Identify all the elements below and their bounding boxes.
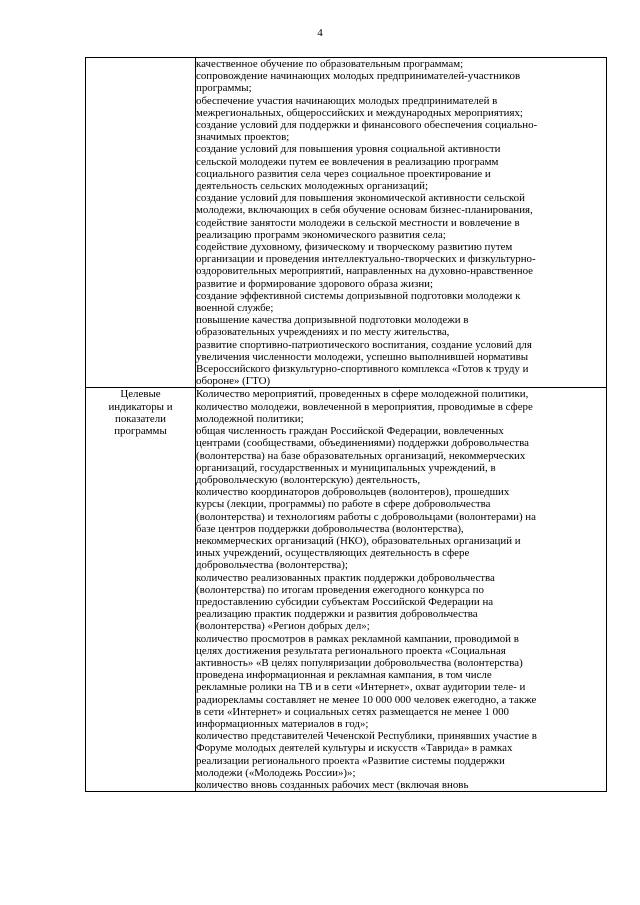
content-line: повышение качества допризывной подготовки молодежи в bbox=[196, 314, 469, 327]
content-line: создание условий для повышения экономической активности сельской bbox=[196, 192, 525, 205]
content-line: организаций, государственных и муниципальных учреждений, в bbox=[196, 461, 496, 474]
content-line: количество координаторов добровольцев (волонтеров), прошедших bbox=[196, 486, 510, 499]
content-line: организации и проведения интеллектуально-творческих и физкультурно- bbox=[196, 253, 536, 266]
content-line: создание условий для повышения уровня социальной активности bbox=[196, 143, 501, 156]
content-line: количество реализованных практик поддержки добровольчества bbox=[196, 571, 495, 584]
content-line: иных учреждений, осуществляющих деятельность в сфере bbox=[196, 547, 470, 560]
content-line: реализацию программ экономического развития села; bbox=[196, 228, 446, 241]
content-line: количество молодежи, вовлеченной в мероприятия, проводимые в сфере bbox=[196, 400, 533, 413]
content-line: сельской молодежи путем ее вовлечения в реализацию программ bbox=[196, 155, 499, 168]
content-line: социального развития села через социальное проектирование и bbox=[196, 167, 491, 180]
content-line: развитие спортивно-патриотического воспитания, создание условий для bbox=[196, 338, 532, 351]
content-line: программы; bbox=[196, 82, 252, 95]
content-line: молодежи («Молодежь России»)»; bbox=[196, 766, 356, 779]
row-content-cell bbox=[196, 388, 607, 792]
content-line: активность» «В целях популяризации добровольчества (волонтерства) bbox=[196, 656, 523, 669]
content-line: информационных материалов в год»; bbox=[196, 717, 369, 730]
content-line: количество представителей Чеченской Республики, принявших участие в bbox=[196, 730, 537, 743]
row-label-line: показатели bbox=[115, 412, 166, 425]
content-line: содействие духовному, физическому и творческому развитию путем bbox=[196, 241, 513, 254]
content-line: обороне» (ГТО) bbox=[196, 375, 271, 388]
content-line: развитие и формирование здорового образа жизни; bbox=[196, 277, 434, 290]
content-line: (волонтерства) «Регион добрых дел»; bbox=[196, 620, 370, 633]
row-label-cell bbox=[86, 388, 196, 792]
content-line: общая численность граждан Российской Федерации, вовлеченных bbox=[196, 425, 504, 438]
content-line: добровольческую (волонтерскую) деятельность, bbox=[196, 473, 421, 486]
content-line: молодежной политики; bbox=[196, 412, 304, 425]
content-line: количество просмотров в рамках рекламной кампании, проводимой в bbox=[196, 632, 519, 645]
table-row-target-indicators bbox=[86, 388, 607, 792]
content-line: увеличения численности молодежи, успешно выполнившей нормативы bbox=[196, 350, 529, 363]
row-content-cell bbox=[196, 58, 607, 388]
content-line: центрами (сообществами, объединениями) поддержки добровольчества bbox=[196, 437, 529, 450]
content-line: базе центров поддержки добровольчества (волонтерства), bbox=[196, 522, 464, 535]
content-line: обеспечение участия начинающих молодых предпринимателей в bbox=[196, 94, 498, 107]
row-label-line: Целевые bbox=[120, 388, 161, 401]
content-line: рекламные ролики на ТВ и в сети «Интернет», охват аудитории теле- и bbox=[196, 681, 526, 694]
content-line: деятельность сельских молодежных организаций; bbox=[196, 180, 428, 193]
content-line: качественное обучение по образовательным программам; bbox=[196, 58, 464, 70]
program-passport-table bbox=[85, 57, 607, 792]
content-line: военной службе; bbox=[196, 302, 274, 315]
content-line: Количество мероприятий, проведенных в сфере молодежной политики, bbox=[196, 388, 529, 401]
content-line: добровольчества (волонтерства); bbox=[196, 559, 348, 572]
content-line: образовательных учреждениях и по месту жительства, bbox=[196, 326, 450, 339]
content-line: молодежи, включающих в себя обучение основам бизнес-планирования, bbox=[196, 204, 533, 217]
content-line: (волонтерства) на базе образовательных организаций, некоммерческих bbox=[196, 449, 526, 462]
content-line: оздоровительных мероприятий, направленных на духовно-нравственное bbox=[196, 265, 533, 278]
page-number: 4 bbox=[317, 27, 323, 39]
content-line: предоставлению субсидии субъектам Российской Федерации на bbox=[196, 595, 494, 608]
content-line: (волонтерства) и технологиям работы с добровольцами (волонтерами) на bbox=[196, 510, 536, 523]
row-label-line: индикаторы и bbox=[108, 400, 173, 413]
content-line: создание условий для поддержки и финансового обеспечения социально- bbox=[196, 119, 538, 132]
content-line: некоммерческих организаций (НКО), образовательных организаций и bbox=[196, 534, 521, 547]
content-line: Форуме молодых деятелей культуры и искусств «Таврида» в рамках bbox=[196, 742, 513, 755]
row-label-line: программы bbox=[114, 425, 167, 438]
content-line: сопровождение начинающих молодых предпринимателей-участников bbox=[196, 70, 521, 83]
content-line: реализацию практик поддержки и развития добровольчества bbox=[196, 608, 478, 621]
content-line: межрегиональных, общероссийских и международных мероприятиях; bbox=[196, 106, 523, 119]
content-line: целях достижения результата регионального проекта «Социальная bbox=[196, 644, 506, 657]
content-line: содействие занятости молодежи в сельской местности и вовлечение в bbox=[196, 216, 520, 229]
row-label-cell bbox=[86, 58, 196, 388]
content-line: проведена информационная и рекламная кампания, в том числе bbox=[196, 669, 492, 682]
content-line: радиорекламы составляет не менее 10 000 000 человек ежегодно, а также bbox=[196, 693, 537, 706]
content-line: создание эффективной системы допризывной подготовки молодежи к bbox=[196, 289, 521, 302]
content-line: в сети «Интернет» и социальных сетях размещается не менее 1 000 bbox=[196, 705, 509, 718]
content-line: курсы (лекции, программы) по работе в сфере добровольчества bbox=[196, 498, 491, 511]
content-line: реализации регионального проекта «Развитие системы поддержки bbox=[196, 754, 505, 767]
content-line: (волонтерства) по итогам проведения ежегодного конкурса по bbox=[196, 583, 484, 596]
content-line: значимых проектов; bbox=[196, 131, 290, 144]
table-row-tasks bbox=[86, 58, 607, 388]
content-line: Всероссийского физкультурно-спортивного комплекса «Готов к труду и bbox=[196, 363, 529, 376]
content-line: количество вновь созданных рабочих мест (включая вновь bbox=[196, 778, 469, 791]
